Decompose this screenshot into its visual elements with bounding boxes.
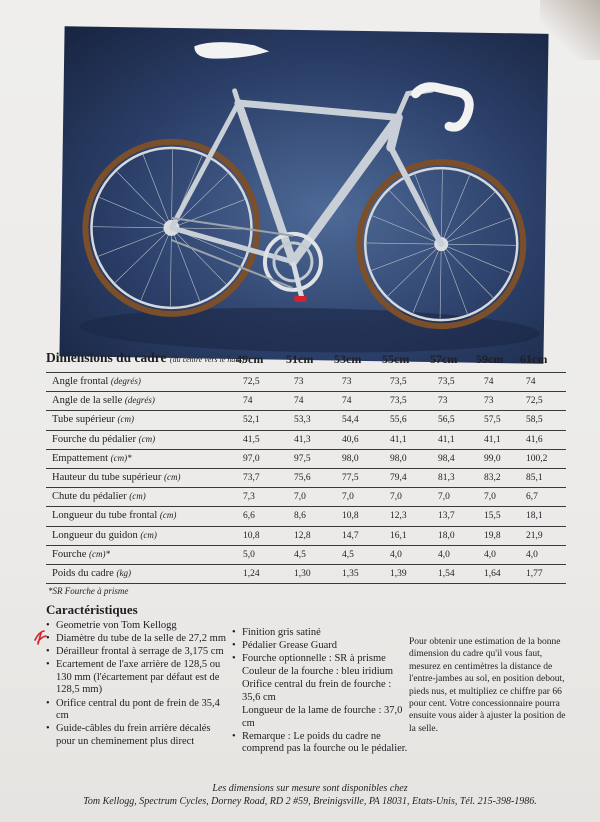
dimension-value: 53,3 (294, 415, 311, 426)
dimension-value: 4,5 (342, 549, 354, 560)
dimensions-header (46, 350, 566, 372)
feature-item: • Remarque : Le poids du cadre ne comprend pas la fourche ou le pédalier. (232, 731, 412, 756)
saddle (194, 42, 269, 60)
dimension-value: 97,5 (294, 453, 311, 464)
dimension-value: 4,5 (294, 549, 306, 560)
page-corner-shadow (540, 0, 600, 60)
dimension-value: 10,8 (243, 530, 260, 541)
dimension-value: 6,7 (526, 492, 538, 503)
sizing-advice-paragraph: Pour obtenir une estimation de la bonne dimension du cadre qu'il vous faut, mesurez en centimètres la distance de l'entre-jambes au sol, en position debout, pieds nus, et multipliez ce chiffre par 66 pour cent. Votre concessionnaire pourra ensuite vous aider à ajuster la position de la selle. (409, 637, 566, 734)
feature-item: • Fourche optionnelle : SR à prisme (232, 653, 412, 666)
dimension-value: 18,1 (526, 511, 543, 522)
dimension-value: 75,6 (294, 472, 311, 483)
size-header-49: 49cm (236, 352, 264, 366)
dimension-value: 57,5 (484, 415, 501, 426)
dimension-row (46, 449, 566, 468)
dimension-value: 19,8 (484, 530, 501, 541)
dimension-row (46, 487, 566, 506)
dimension-unit: (cm) (138, 433, 156, 444)
feature-item: • Guide-câbles du frein arrière décalés pour un cheminement plus direct (46, 723, 228, 748)
dimension-value: 83,2 (484, 472, 501, 483)
dimension-unit: (cm) (129, 491, 146, 502)
dimension-value: 41,1 (438, 434, 455, 445)
dimension-value: 12,3 (390, 511, 407, 522)
dimension-value: 73,5 (390, 396, 407, 407)
dimension-value: 13,7 (438, 511, 455, 522)
dimension-value: 1,35 (342, 568, 359, 579)
dimension-row-label (52, 395, 155, 406)
dimension-value: 74 (294, 396, 304, 407)
dimension-row (46, 468, 566, 487)
dimension-row (46, 545, 566, 564)
dimension-label-text: Angle frontal (52, 376, 109, 387)
dimension-label-text: Poids du cadre (52, 567, 114, 579)
dimension-value: 12,8 (294, 530, 311, 541)
dimension-row (46, 526, 566, 545)
feature-item: • Ecartement de l'axe arrière de 128,5 ou 130 mm (l'écartement par défaut est de 128,5 mm) (46, 659, 228, 697)
dimension-row-label (52, 530, 157, 541)
dimension-row (46, 372, 566, 391)
bicycle-photo (59, 26, 548, 364)
dimension-unit: (cm)* (89, 548, 111, 559)
dimension-value: 1,54 (438, 568, 455, 579)
dimension-value: 8,6 (294, 511, 306, 522)
dimension-row-label (52, 376, 141, 387)
dimensions-title-text: Dimensions du cadre (46, 350, 167, 365)
dimension-row-label (52, 491, 146, 502)
dimension-label-text: Hauteur du tube supérieur (52, 471, 162, 483)
dimension-row (46, 391, 566, 410)
dimension-value: 7,0 (294, 492, 306, 503)
dimension-value: 98,4 (438, 453, 455, 464)
dimensions-table (46, 350, 566, 596)
feature-item: • Diamètre du tube de la selle de 27,2 mm (46, 633, 228, 646)
dimension-value: 41,3 (294, 434, 311, 445)
dimension-value: 55,6 (390, 415, 407, 426)
dimension-value: 1,39 (390, 568, 407, 579)
dimension-value: 6,6 (243, 511, 255, 522)
dimension-value: 77,5 (342, 472, 359, 483)
dimension-value: 15,5 (484, 511, 501, 522)
dimension-row-label (52, 472, 180, 483)
dimension-value: 56,5 (438, 415, 455, 426)
dimension-value: 98,0 (390, 453, 407, 464)
size-header-61: 61cm (520, 352, 548, 366)
dimension-value: 74 (342, 396, 352, 407)
dimension-row-label (52, 453, 132, 464)
dimension-value: 73,5 (438, 377, 455, 387)
dimension-label-text: Chute du pédalier (52, 491, 127, 503)
dimension-value: 73,5 (390, 377, 407, 387)
dimension-value: 72,5 (526, 396, 543, 407)
dimension-value: 73,7 (243, 472, 260, 483)
dimension-value: 18,0 (438, 530, 455, 541)
dimensions-subtitle: (du centre vers le haut) (169, 355, 245, 364)
dimension-unit: (cm) (140, 529, 157, 540)
dimension-value: 4,0 (484, 549, 496, 560)
dimension-value: 72,5 (243, 377, 260, 387)
custom-sizes-note (70, 782, 550, 808)
dimension-value: 1,24 (243, 568, 260, 579)
dimension-value: 81,3 (438, 472, 455, 483)
dimension-value: 74 (526, 377, 536, 387)
dimension-value: 7,0 (390, 492, 402, 503)
dimension-value: 21,9 (526, 530, 543, 541)
dimension-value: 4,0 (438, 549, 450, 560)
dimension-unit: (degrés) (124, 395, 155, 406)
dimension-value: 41,5 (243, 434, 260, 445)
feature-item: • Pédalier Grease Guard (232, 640, 412, 653)
dimension-value: 5,0 (243, 549, 255, 560)
dimension-label-text: Fourche du pédalier (52, 433, 136, 445)
dimension-value: 10,8 (342, 511, 359, 522)
dimension-row (46, 506, 566, 525)
dimension-value: 52,1 (243, 415, 260, 426)
size-header-51: 51cm (286, 352, 314, 366)
dimensions-title (46, 350, 244, 366)
feature-item: • Dérailleur frontal à serrage de 3,175 cm (46, 646, 228, 659)
dimension-value: 14,7 (342, 530, 359, 541)
feature-item: • Geometrie von Tom Kellogg (46, 620, 228, 633)
custom-sizes-line-1: Les dimensions sur mesure sont disponibles chez (212, 783, 408, 794)
dimension-unit: (cm) (163, 471, 181, 482)
dimension-value: 4,0 (390, 549, 402, 560)
dimension-unit: (degrés) (110, 376, 141, 386)
dimension-row-label (52, 549, 110, 560)
dimension-row-label (52, 568, 131, 579)
size-header-59: 59cm (476, 352, 504, 366)
feature-item: • Orifice central du pont de frein de 35,4 cm (46, 698, 228, 723)
dimension-value: 7,3 (243, 492, 255, 503)
size-header-53: 53cm (334, 352, 362, 366)
bicycle-illustration (59, 26, 548, 364)
custom-sizes-line-2: Tom Kellogg, Spectrum Cycles, Dorney Road, RD 2 #59, Breinigsville, PA 18031, Etats-Unis, Tél. 215-398-1986. (83, 796, 537, 807)
dimension-unit: (cm) (117, 414, 135, 425)
dimension-value: 58,5 (526, 415, 543, 426)
dimension-value: 1,77 (526, 568, 543, 579)
dimension-label-text: Longueur du tube frontal (52, 510, 158, 522)
characteristics-title: Caractéristiques (46, 602, 138, 617)
dimension-value: 1,64 (484, 568, 501, 579)
dimension-value: 1,30 (294, 568, 311, 579)
dimensions-footnote: *SR Fourche à prisme (48, 586, 129, 597)
characteristics-column-2 (232, 627, 412, 756)
dimension-value: 97,0 (243, 453, 260, 464)
dimension-unit: (kg) (116, 567, 131, 578)
dimensions-rows (46, 372, 566, 584)
dimension-value: 85,1 (526, 472, 543, 483)
feature-sub-item: Couleur de la fourche : bleu iridium (242, 666, 394, 678)
dimension-row (46, 564, 566, 584)
feature-sub-item: Longueur de la lame de fourche : 37,0 cm (242, 705, 403, 729)
dimension-value: 7,0 (484, 492, 496, 503)
dimension-value: 74 (243, 396, 253, 407)
dimension-value: 99,0 (484, 453, 501, 464)
dimension-row (46, 410, 566, 429)
dimension-value: 41,1 (484, 434, 501, 445)
dimension-value: 16,1 (390, 530, 407, 541)
characteristics-column-1 (46, 620, 228, 749)
feature-sub-item: Orifice central du frein de fourche : 35,6 cm (242, 679, 392, 703)
size-header-57: 57cm (430, 352, 458, 366)
dimension-value: 73 (484, 396, 494, 407)
dimension-value: 7,0 (438, 492, 450, 503)
dimension-label-text: Angle de la selle (52, 395, 123, 407)
dimension-value: 41,6 (526, 434, 543, 445)
dimension-row-label (52, 414, 134, 425)
dimension-value: 54,4 (342, 415, 359, 426)
dimension-label-text: Fourche (52, 548, 87, 560)
dimension-value: 73 (438, 396, 448, 407)
dimension-value: 73 (342, 377, 352, 387)
handlebar (415, 87, 469, 128)
dimension-value: 79,4 (390, 472, 407, 483)
dimension-label-text: Tube supérieur (52, 414, 115, 426)
dimension-value: 98,0 (342, 453, 359, 464)
dimension-label-text: Longueur du guidon (52, 529, 138, 541)
size-header-55: 55cm (382, 352, 410, 366)
dimension-value: 4,0 (526, 549, 538, 560)
dimension-row (46, 430, 566, 449)
dimension-value: 41,1 (390, 434, 407, 445)
dimension-unit: (cm) (159, 510, 177, 521)
feature-item: • Finition gris satiné (232, 627, 412, 640)
dimension-row-label (52, 434, 155, 445)
dimension-label-text: Empattement (52, 452, 108, 464)
chainring (264, 233, 321, 302)
dimension-value: 100,2 (526, 453, 548, 464)
dimension-unit: (cm)* (110, 452, 132, 463)
dimension-value: 74 (484, 377, 494, 387)
dimension-value: 40,6 (342, 434, 359, 445)
dimension-row-label (52, 510, 176, 521)
dimension-value: 7,0 (342, 492, 354, 503)
dimension-value: 73 (294, 377, 304, 387)
